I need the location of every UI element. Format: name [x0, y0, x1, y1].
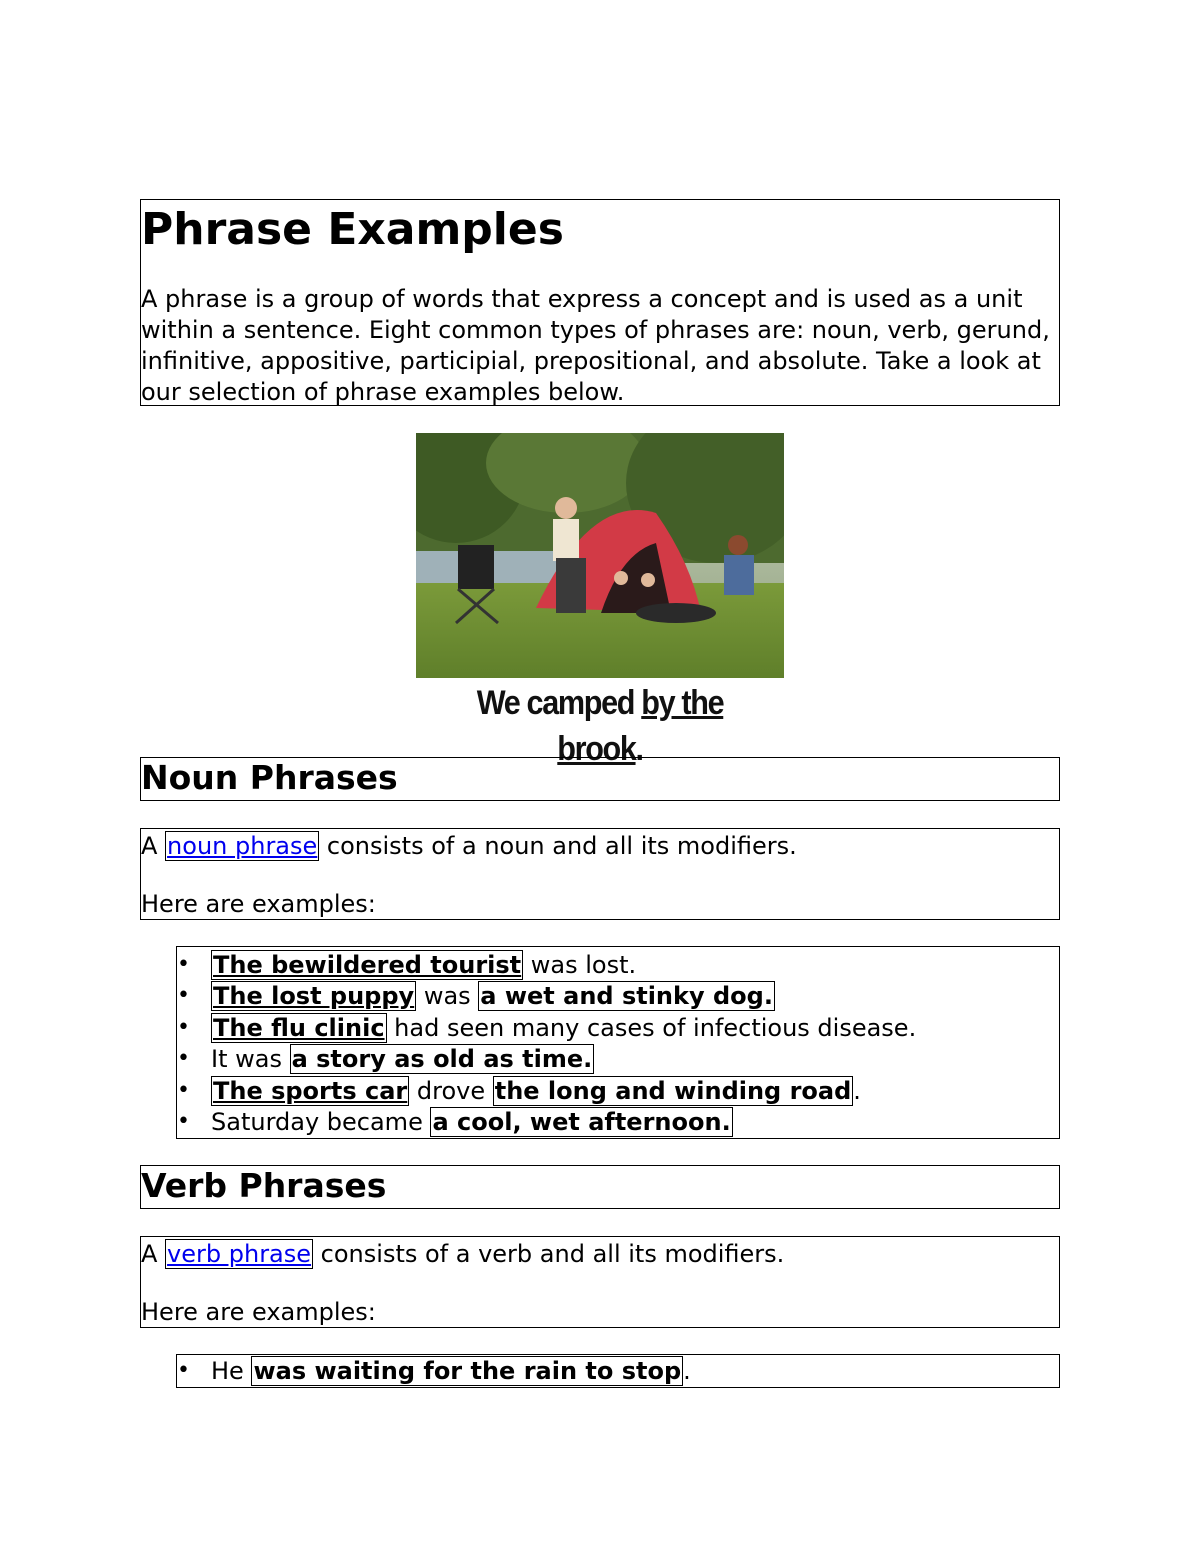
phrase-highlight: the long and winding road	[494, 1077, 852, 1105]
example-text: had seen many cases of infectious disease.	[386, 1014, 917, 1042]
phrase-highlight: The flu clinic	[213, 1014, 385, 1042]
noun-definition-box	[140, 828, 1060, 920]
phrase-highlight: The lost puppy	[213, 982, 415, 1010]
list-item	[211, 949, 636, 981]
list-item	[211, 980, 775, 1012]
list-item	[211, 1106, 733, 1138]
bullet-icon: •	[177, 1078, 190, 1103]
bullet-icon: •	[177, 1109, 190, 1134]
verb-heading-box	[140, 1165, 1060, 1209]
bullet-icon: •	[177, 983, 190, 1008]
example-text: Saturday became	[211, 1108, 431, 1136]
example-text: drove	[409, 1077, 493, 1105]
verb-definition	[141, 1239, 1059, 1270]
bullet-icon: •	[177, 1015, 190, 1040]
verb-phrase-link[interactable]: verb phrase	[167, 1240, 312, 1268]
noun-def-pre: A	[141, 832, 166, 860]
phrase-highlight: was waiting for the rain to stop	[253, 1357, 682, 1385]
phrase-highlight: a cool, wet afternoon.	[432, 1108, 731, 1136]
photo-caption	[434, 680, 765, 768]
bullet-icon: •	[177, 1358, 190, 1383]
list-item	[211, 1075, 861, 1107]
example-text: It was	[211, 1045, 290, 1073]
noun-heading-box	[140, 757, 1060, 801]
verb-def-post: consists of a verb and all its modifiers.	[313, 1240, 785, 1268]
verb-examples-label: Here are examples:	[141, 1298, 376, 1326]
phrase-highlight: a story as old as time.	[291, 1045, 593, 1073]
caption-text: We camped	[476, 684, 642, 722]
example-text: was	[416, 982, 479, 1010]
verb-definition-box	[140, 1236, 1060, 1328]
noun-phrases-heading: Noun Phrases	[141, 758, 398, 797]
example-text: .	[853, 1077, 861, 1105]
camping-family-photo	[416, 433, 784, 678]
verb-phrases-heading: Verb Phrases	[141, 1166, 387, 1205]
example-text: He	[211, 1357, 252, 1385]
caption-period: .	[635, 730, 643, 768]
intro-section	[140, 199, 1060, 406]
phrase-highlight: a wet and stinky dog.	[480, 982, 773, 1010]
bullet-icon: •	[177, 1046, 190, 1071]
bullet-icon: •	[177, 952, 190, 977]
page-title: Phrase Examples	[141, 204, 564, 255]
noun-def-post: consists of a noun and all its modifiers.	[319, 832, 797, 860]
caption-phrase: by the brook	[557, 684, 724, 768]
noun-examples-label: Here are examples:	[141, 890, 376, 918]
intro-paragraph: A phrase is a group of words that express a concept and is used as a unit within a sentence. Eight common types of phrases are: noun, verb, gerund, infinitive, appositive, participial, prepositional, and absolute. Take a look at our selection of phrase examples below.	[141, 285, 1050, 406]
noun-definition	[141, 831, 1059, 862]
verb-examples-list	[176, 1354, 1060, 1388]
list-item	[211, 1355, 691, 1387]
example-text: .	[683, 1357, 691, 1385]
list-item	[211, 1043, 594, 1075]
noun-phrase-link[interactable]: noun phrase	[167, 832, 318, 860]
list-item	[211, 1012, 916, 1044]
verb-def-pre: A	[141, 1240, 166, 1268]
noun-examples-list	[176, 946, 1060, 1139]
phrase-highlight: The bewildered tourist	[213, 951, 522, 979]
example-text: was lost.	[523, 951, 637, 979]
phrase-highlight: The sports car	[213, 1077, 408, 1105]
